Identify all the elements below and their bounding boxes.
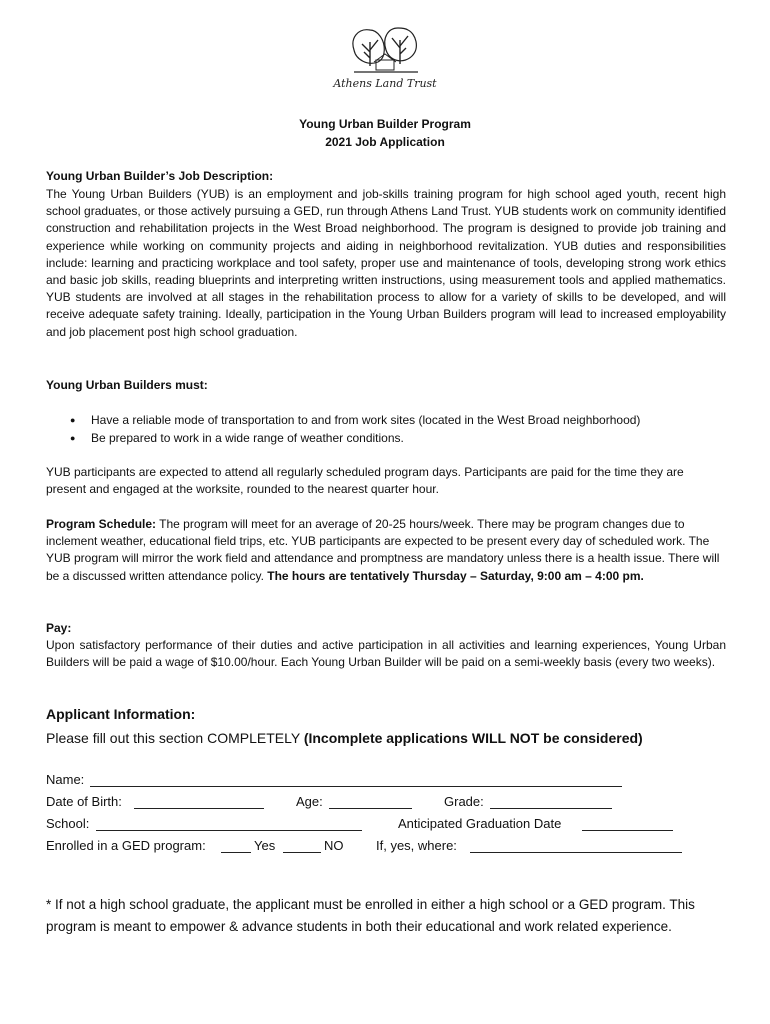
grade-field[interactable] [490,794,612,809]
dob-field[interactable] [134,794,264,809]
school-field[interactable] [96,816,362,831]
schedule-hours: The hours are tentatively Thursday – Saturday, 9:00 am – 4:00 pm. [267,568,644,583]
logo-wordmark: Athens Land Trust [333,77,437,90]
ged-no-label: NO [324,838,344,853]
applicant-note-text: Please fill out this section COMPLETELY [46,730,304,746]
page-title: Young Urban Builder Program [299,117,471,131]
pay-text: Upon satisfactory performance of their duties and active participation in all activities and learning experiences, Young Urban Builders will be paid a wage of $10.00/hour. Each Young Urban Builder will be paid on a semi-weekly basis (every two weeks). [46,638,726,670]
page-subtitle: 2021 Job Application [325,135,445,149]
school-label: School: [46,816,90,831]
schedule-label: Program Schedule: [46,517,157,531]
job-description-text: The Young Urban Builders (YUB) is an employment and job-skills training program for high school aged youth, recent high school graduates, or those actively pursuing a GED, run through Athens Land Trust. YUB students work on community identified construction and rehabilitation projects in the West Broad neighborhood. The program is designed to provide job training and experience while working on community projects and aiding in neighborhood revitalization. YUB duties and responsibilities include: learning and practicing workplace and tool safety, proper use and maintenance of tools, developing strong work ethics and basic job skills, reading blueprints and interpreting written instructions, using measurement tools and applied mathematics. YUB students are involved at all stages in the rehabilitation process to allow for a variety of skills to be developed, and will receive adequate safety training. Ideally, participation in the Young Urban Builders program will lead to increased employability and job placement post high school graduation. [46,187,726,339]
schedule-text: The program will meet for an average of 20-25 hours/week. There may be program changes due to inclement weather, educational field trips, etc. YUB participants are expected to be present every day of scheduled work. The YUB program will mirror the work field and attendance and promptness are mandatory unless there is a health issue. There will be a discussed written attendance policy. [46,517,720,583]
attendance-text: YUB participants are expected to attend all regularly scheduled program days. Participants are paid for the time they are present and engaged at the worksite, rounded to the nearest quarter hour. [46,465,684,497]
applicant-note-warning: (Incomplete applications WILL NOT be considered) [303,730,643,746]
grade-label: Grade: [444,794,484,809]
applicant-form [46,772,736,862]
applicant-heading: Applicant Information: [46,706,196,722]
requirements-list [46,411,726,447]
ged-where-label: If, yes, where: [376,838,457,853]
applicant-note [46,730,643,746]
footnote-text: * If not a high school graduate, the applicant must be enrolled in either a high school or a GED program. This program is meant to empower & advance students in both their educational and work related experience. [46,896,695,934]
graduation-field[interactable] [582,816,673,831]
graduation-label: Anticipated Graduation Date [398,816,562,831]
ged-yes-field[interactable] [221,838,251,853]
name-label: Name: [46,772,85,787]
job-description-heading: Young Urban Builder’s Job Description: [46,169,274,183]
ged-no-field[interactable] [283,838,321,853]
dob-label: Date of Birth: [46,794,122,809]
list-item: ● Be prepared to work in a wide range of weather conditions. [46,429,726,447]
name-field[interactable] [90,772,622,787]
ged-yes-label: Yes [254,838,276,853]
schedule-paragraph [46,516,726,585]
requirements-heading: Young Urban Builders must: [46,378,208,392]
list-item: ● Have a reliable mode of transportation to and from work sites (located in the West Broad neighborhood) [46,411,726,429]
pay-heading: Pay: [46,621,72,635]
age-field[interactable] [329,794,412,809]
ged-where-field[interactable] [470,838,682,853]
ged-label: Enrolled in a GED program: [46,838,206,853]
age-label: Age: [296,794,323,809]
